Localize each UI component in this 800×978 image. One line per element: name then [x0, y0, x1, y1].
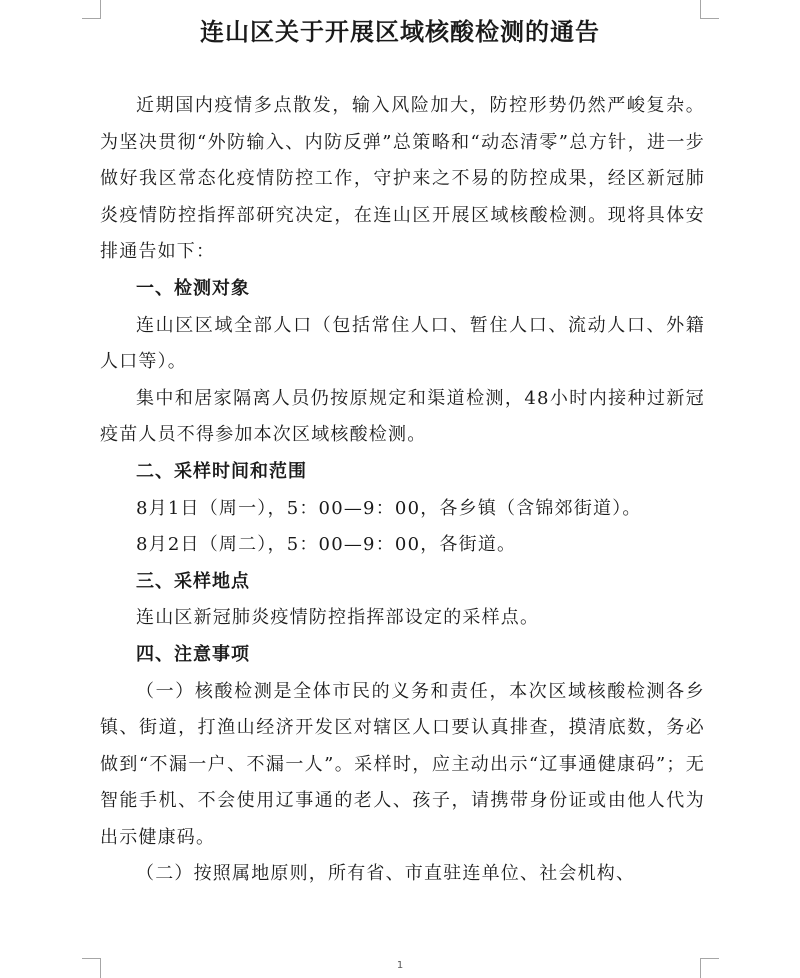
section-heading-notes: 四、注意事项 — [136, 643, 250, 665]
section-heading-schedule: 二、采样时间和范围 — [136, 460, 307, 482]
targets-paragraph-2: 集中和居家隔离人员仍按原规定和渠道检测，48小时内接种过新冠疫苗人员不得参加本次区域核酸检测。 — [100, 387, 705, 446]
intro-paragraph: 近期国内疫情多点散发，输入风险加大，防控形势仍然严峻复杂。为坚决贯彻“外防输入、内防反弹”总策略和“动态清零”总方针，进一步做好我区常态化疫情防控工作，守护来之不易的防控成果，经区新冠肺炎疫情防控指挥部研究决定，在连山区开展区域核酸检测。现将具体安排通告如下： — [100, 95, 705, 263]
document-title: 连山区关于开展区域核酸检测的通告 — [200, 18, 600, 46]
notes-paragraph-2: （二）按照属地原则，所有省、市直驻连单位、社会机构、 — [136, 863, 636, 885]
schedule-paragraph-1: 8月1日（周一），5：00—9：00，各乡镇（含锦郊街道）。 — [136, 497, 642, 519]
section-heading-location: 三、采样地点 — [136, 570, 250, 592]
location-paragraph: 连山区新冠肺炎疫情防控指挥部设定的采样点。 — [136, 607, 540, 629]
targets-paragraph-1: 连山区区域全部人口（包括常住人口、暂住人口、流动人口、外籍人口等）。 — [100, 314, 705, 373]
section-heading-targets: 一、检测对象 — [136, 277, 250, 299]
page-number: 1 — [396, 960, 404, 971]
document-body — [100, 88, 705, 893]
schedule-paragraph-2: 8月2日（周二），5：00—9：00，各街道。 — [136, 534, 517, 556]
notes-paragraph-1: （一）核酸检测是全体市民的义务和责任，本次区域核酸检测各乡镇、街道，打渔山经济开发区对辖区人口要认真排查，摸清底数，务必做到“不漏一户、不漏一人”。采样时，应主动出示“辽事通健康码”；无智能手机、不会使用辽事通的老人、孩子，请携带身份证或由他人代为出示健康码。 — [100, 680, 705, 848]
